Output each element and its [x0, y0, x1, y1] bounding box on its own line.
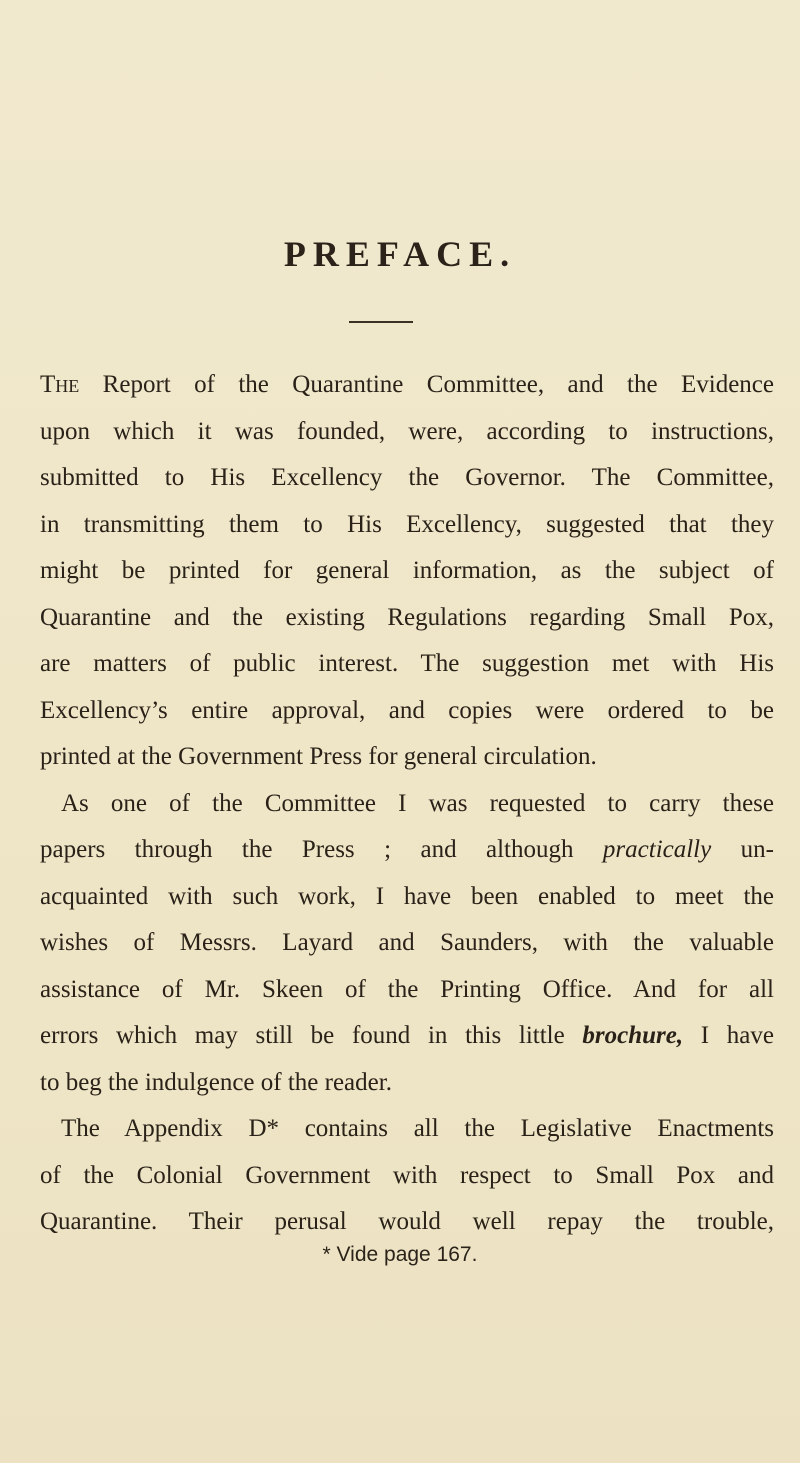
text-line — [40, 1013, 774, 1060]
text-line: As one of the Committee I was requested to carry these — [61, 789, 774, 817]
text-line: are matters of public interest. The suggestion met with His — [40, 650, 774, 677]
text-line — [40, 827, 774, 874]
page-title: PREFACE. — [283, 234, 517, 274]
text-line: Quarantine and the existing Regulations regarding Small Pox, — [40, 603, 774, 631]
text-fragment: un- — [711, 836, 774, 863]
text-fragment: papers through the Press ; and although — [40, 836, 603, 863]
text-line: acquainted with such work, I have been enabled to meet the — [40, 882, 774, 910]
text-line: upon which it was founded, were, according to instructions, — [40, 417, 774, 445]
text-line: The Appendix D* contains all the Legislative Enactments — [61, 1115, 774, 1142]
text-line: printed at the Government Press for general circulation. — [40, 743, 597, 770]
text-line: in transmitting them to His Excellency, suggested that they — [40, 510, 774, 538]
italic-word: practically — [602, 836, 712, 863]
text-line: to beg the indulgence of the reader. — [40, 1068, 392, 1096]
text-line: of the Colonial Government with respect to Small Pox and — [40, 1161, 774, 1189]
text-line — [40, 362, 774, 409]
text-line: Quarantine. Their perusal would well repay the trouble, — [40, 1208, 774, 1235]
text-line: might be printed for general information, as the subject of — [40, 557, 774, 584]
text-fragment: I have — [683, 1022, 774, 1049]
title-divider — [349, 321, 413, 323]
footnote: * Vide page 167. — [322, 1243, 478, 1266]
text-fragment: Report of the Quarantine Committee, and the Evidence — [79, 371, 774, 398]
text-line: submitted to His Excellency the Governor. The Committee, — [40, 464, 774, 491]
text-fragment: errors which may still be found in this little — [40, 1022, 583, 1049]
text-line: assistance of Mr. Skeen of the Printing Office. And for all — [40, 975, 774, 1003]
text-line: wishes of Messrs. Layard and Saunders, with the valuable — [40, 929, 774, 956]
lead-word: The — [40, 371, 80, 398]
italic-word: brochure, — [582, 1022, 684, 1049]
body-text — [40, 362, 774, 1246]
text-line: Excellency’s entire approval, and copies were ordered to be — [40, 696, 774, 724]
